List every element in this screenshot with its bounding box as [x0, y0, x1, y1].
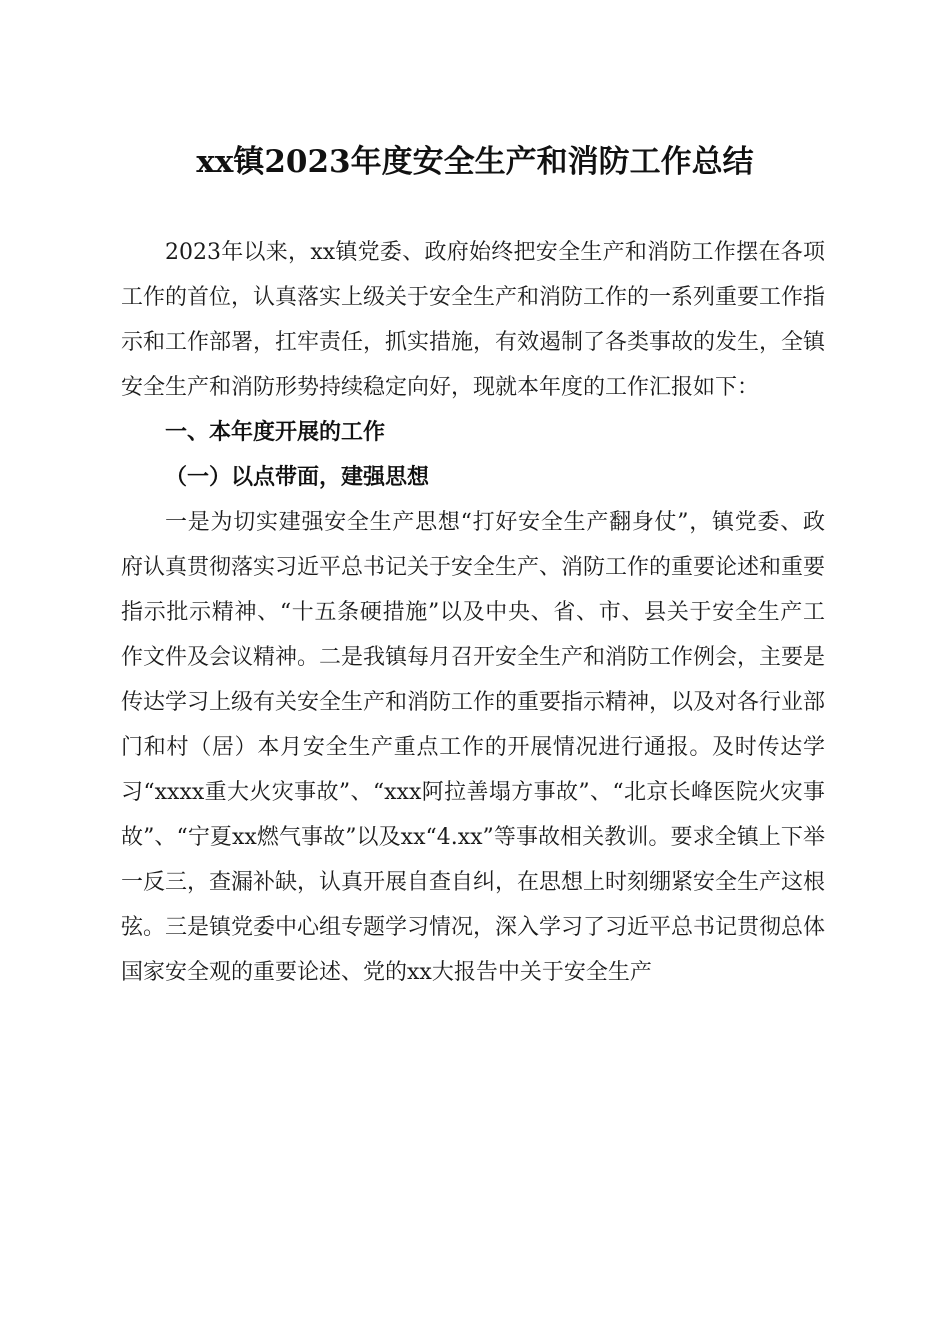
document-body — [121, 230, 825, 995]
document-title: xx镇2023年度安全生产和消防工作总结 — [196, 144, 754, 180]
intro-paragraph: 2023年以来，xx镇党委、政府始终把安全生产和消防工作摆在各项工作的首位，认真落实上级关于安全生产和消防工作的一系列重要工作指示和工作部署，扛牢责任，抓实措施，有效遏制了各类事故的发生，全镇安全生产和消防形势持续稳定向好，现就本年度的工作汇报如下： — [121, 240, 826, 400]
section-heading-1: 一、本年度开展的工作 — [165, 420, 386, 445]
subsection-heading-1: （一）以点带面，建强思想 — [165, 464, 430, 490]
subsection-1-paragraph: 一是为切实建强安全生产思想“打好安全生产翻身仗”，镇党委、政府认真贯彻落实习近平总书记关于安全生产、消防工作的重要论述和重要指示批示精神、“十五条硬措施”以及中央、省、市、县关于安全生产工作文件及会议精神。二是我镇每月召开安全生产和消防工作例会，主要是传达学习上级有关安全生产和消防工作的重要指示精神，以及对各行业部门和村（居）本月安全生产重点工作的开展情况进行通报。及时传达学习“xxxx重大火灾事故”、“xxx阿拉善塌方事故”、“北京长峰医院火灾事故”、“宁夏xx燃气事故”以及xx“4.xx”等事故相关教训。要求全镇上下举一反三，查漏补缺，认真开展自查自纠，在思想上时刻绷紧安全生产这根弦。三是镇党委中心组专题学习情况，深入学习了习近平总书记贯彻总体国家安全观的重要论述、党的xx大报告中关于安全生产 — [121, 510, 826, 985]
